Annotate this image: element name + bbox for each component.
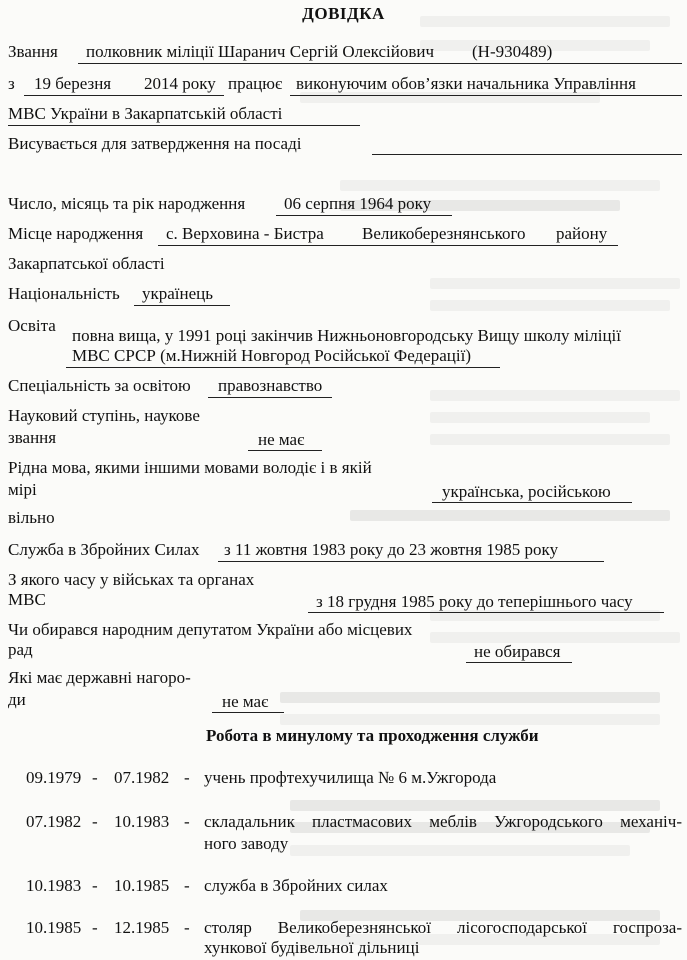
education-label: Освіта <box>8 316 56 335</box>
rank-value: полковник міліції Шаранич Сергій Олексійович <box>86 42 435 61</box>
document-title: ДОВІДКА <box>302 4 385 23</box>
deputy-value: не обирався <box>474 642 561 661</box>
since-year: 2014 року <box>144 74 216 93</box>
awards-underline <box>212 712 284 713</box>
awards-value: не має <box>222 692 269 711</box>
degree-label-1: Науковий ступінь, наукове <box>8 406 200 425</box>
career-to: 10.1985 <box>114 876 170 895</box>
awards-label-1: Які має державні нагоро- <box>8 668 191 687</box>
career-to: 12.1985 <box>114 918 170 937</box>
career-dash: - <box>184 812 190 831</box>
career-dash: - <box>92 812 98 831</box>
birth-place-district: Великоберезнянського <box>362 224 526 243</box>
rank-label: Звання <box>8 42 58 61</box>
education-line1: повна вища, у 1991 році закінчив Нижньоновгородську Вищу школу міліції <box>72 326 621 345</box>
position-underline-2 <box>8 125 360 126</box>
army-underline <box>218 561 604 562</box>
career-section-title: Робота в минулому та проходження служби <box>206 726 539 745</box>
languages-label-3: вільно <box>8 508 55 527</box>
career-description-cont: хункової будівельної дільниці <box>204 938 420 957</box>
languages-underline <box>432 502 632 503</box>
specialty-label: Спеціальність за освітою <box>8 376 191 395</box>
nominated-label: Висувається для затвердження на посаді <box>8 134 302 153</box>
languages-value: українська, російською <box>442 482 611 501</box>
position-line2: МВС України в Закарпатській області <box>8 104 283 123</box>
specialty-value: правознавство <box>218 376 323 395</box>
specialty-underline <box>208 397 332 398</box>
degree-value: не має <box>258 430 305 449</box>
birth-place-district-word: району <box>556 224 608 243</box>
languages-label-2: мірі <box>8 480 37 499</box>
rank-underline <box>78 63 682 64</box>
career-description: столяр Великоберезнянської лісогосподарської госпроза- <box>204 918 682 937</box>
birth-place-region: Закарпатської області <box>8 254 165 273</box>
since-prefix: з <box>8 74 15 93</box>
education-underline <box>66 367 500 368</box>
deputy-label-1: Чи обирався народним депутатом України або місцевих <box>8 620 413 639</box>
degree-underline <box>248 450 322 451</box>
career-dash: - <box>92 918 98 937</box>
awards-label-2: ди <box>8 690 26 709</box>
career-from: 10.1985 <box>26 918 82 937</box>
languages-label-1: Рідна мова, якими іншими мовами володіє і в якій <box>8 458 372 477</box>
career-description: складальник пластмасових меблів Ужгородського механіч- <box>204 812 682 831</box>
career-description-cont: ного заводу <box>204 834 289 853</box>
since-date-underline <box>24 95 150 96</box>
career-from: 10.1983 <box>26 876 82 895</box>
since-year-underline <box>138 95 224 96</box>
degree-label-2: звання <box>8 428 57 447</box>
birth-date-underline <box>276 215 452 216</box>
army-label: Служба в Збройних Силах <box>8 540 200 559</box>
nationality-value: українець <box>142 284 214 303</box>
nationality-underline <box>134 305 230 306</box>
deputy-label-2: рад <box>8 640 33 659</box>
birth-place-label: Місце народження <box>8 224 144 243</box>
position-line1: виконуючим обов’язки начальника Управління <box>296 74 636 93</box>
birth-date-value: 06 серпня 1964 року <box>284 194 432 213</box>
mvs-value: з 18 грудня 1985 року до теперішнього часу <box>316 592 633 611</box>
career-to: 10.1983 <box>114 812 170 831</box>
career-dash: - <box>184 876 190 895</box>
since-date: 19 березня <box>34 74 112 93</box>
career-to: 07.1982 <box>114 768 170 787</box>
birth-place-village: с. Верховина - Бистра <box>166 224 324 243</box>
mvs-underline <box>308 612 664 613</box>
career-description: служба в Збройних силах <box>204 876 388 895</box>
career-dash: - <box>92 876 98 895</box>
career-dash: - <box>184 918 190 937</box>
education-line2: МВС СРСР (м.Нижній Новгород Російської Федерації) <box>72 346 471 365</box>
mvs-label-2: МВС <box>8 590 46 609</box>
career-dash: - <box>184 768 190 787</box>
rank-id: (Н-930489) <box>472 42 553 61</box>
works-label: працює <box>228 74 283 93</box>
birth-date-label: Число, місяць та рік народження <box>8 194 246 213</box>
career-dash: - <box>92 768 98 787</box>
birth-place-underline <box>158 245 618 246</box>
nationality-label: Національність <box>8 284 120 303</box>
deputy-underline <box>466 662 572 663</box>
career-from: 07.1982 <box>26 812 82 831</box>
nominated-underline <box>372 154 682 155</box>
position-underline-1 <box>290 95 682 96</box>
mvs-label-1: З якого часу у військах та органах <box>8 570 255 589</box>
career-description: учень профтехучилища № 6 м.Ужгорода <box>204 768 497 787</box>
army-value: з 11 жовтня 1983 року до 23 жовтня 1985 року <box>224 540 559 559</box>
career-from: 09.1979 <box>26 768 82 787</box>
